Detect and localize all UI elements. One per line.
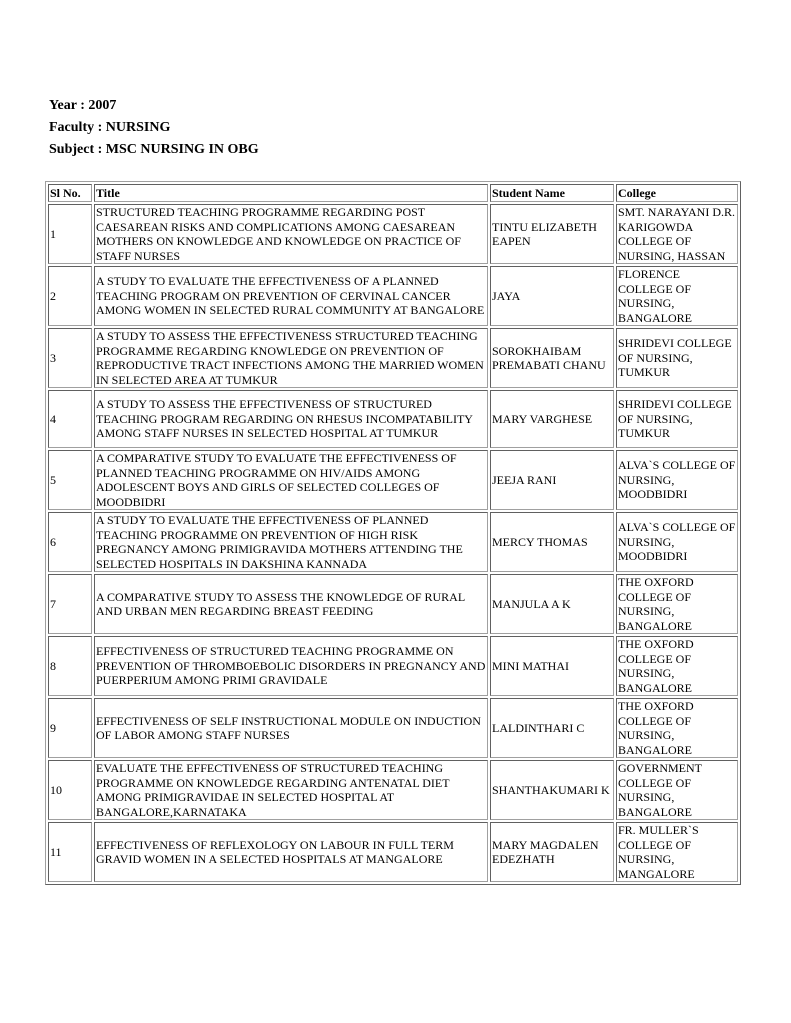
sl-no-cell: 9 — [48, 698, 92, 758]
table-row — [48, 636, 738, 696]
sl-no-cell: 11 — [48, 822, 92, 882]
thesis-table-container — [45, 181, 741, 885]
student-name-cell: JAYA — [490, 266, 614, 326]
student-name-cell: SHANTHAKUMARI K — [490, 760, 614, 820]
sl-no-cell: 5 — [48, 450, 92, 510]
student-name-cell: LALDINTHARI C — [490, 698, 614, 758]
title-cell: A COMPARATIVE STUDY TO ASSESS THE KNOWLEDGE OF RURAL AND URBAN MEN REGARDING BREAST FEEDING — [94, 574, 488, 634]
title-cell: EFFECTIVENESS OF REFLEXOLOGY ON LABOUR IN FULL TERM GRAVID WOMEN IN A SELECTED HOSPITALS AT MANGALORE — [94, 822, 488, 882]
table-row — [48, 574, 738, 634]
student-name-cell: MANJULA A K — [490, 574, 614, 634]
table-header-row — [48, 184, 738, 202]
sl-no-cell: 6 — [48, 512, 92, 572]
college-cell: SHRIDEVI COLLEGE OF NURSING, TUMKUR — [616, 328, 738, 388]
column-header-title: Title — [94, 184, 488, 202]
college-cell: THE OXFORD COLLEGE OF NURSING, BANGALORE — [616, 636, 738, 696]
college-cell: FR. MULLER`S COLLEGE OF NURSING, MANGALORE — [616, 822, 738, 882]
document-header — [49, 95, 259, 161]
title-cell: A STUDY TO EVALUATE THE EFFECTIVENESS OF A PLANNED TEACHING PROGRAM ON PREVENTION OF CERVINAL CANCER AMONG WOMEN IN SELECTED RURAL COMMUNITY AT BANGALORE — [94, 266, 488, 326]
sl-no-cell: 2 — [48, 266, 92, 326]
table-row — [48, 390, 738, 448]
college-cell: THE OXFORD COLLEGE OF NURSING, BANGALORE — [616, 698, 738, 758]
title-cell: STRUCTURED TEACHING PROGRAMME REGARDING POST CAESAREAN RISKS AND COMPLICATIONS AMONG CAESAREAN MOTHERS ON KNOWLEDGE AND KNOWLEDGE ON PRACTICE OF STAFF NURSES — [94, 204, 488, 264]
title-cell: A STUDY TO ASSESS THE EFFECTIVENESS OF STRUCTURED TEACHING PROGRAM REGARDING ON RHESUS INCOMPATABILITY AMONG STAFF NURSES IN SELECTED HOSPITAL AT TUMKUR — [94, 390, 488, 448]
column-header-student-name: Student Name — [490, 184, 614, 202]
table-row — [48, 760, 738, 820]
table-row — [48, 822, 738, 882]
student-name-cell: MERCY THOMAS — [490, 512, 614, 572]
table-row — [48, 512, 738, 572]
college-cell: SMT. NARAYANI D.R. KARIGOWDA COLLEGE OF NURSING, HASSAN — [616, 204, 738, 264]
sl-no-cell: 3 — [48, 328, 92, 388]
title-cell: EFFECTIVENESS OF SELF INSTRUCTIONAL MODULE ON INDUCTION OF LABOR AMONG STAFF NURSES — [94, 698, 488, 758]
college-cell: FLORENCE COLLEGE OF NURSING, BANGALORE — [616, 266, 738, 326]
college-cell: THE OXFORD COLLEGE OF NURSING, BANGALORE — [616, 574, 738, 634]
table-row — [48, 266, 738, 326]
student-name-cell: JEEJA RANI — [490, 450, 614, 510]
title-cell: A STUDY TO EVALUATE THE EFFECTIVENESS OF PLANNED TEACHING PROGRAMME ON PREVENTION OF HIGH RISK PREGNANCY AMONG PRIMIGRAVIDA MOTHERS ATTENDING THE SELECTED HOSPITALS IN DAKSHINA KANNADA — [94, 512, 488, 572]
student-name-cell: MARY MAGDALEN EDEZHATH — [490, 822, 614, 882]
faculty-heading: Faculty : NURSING — [49, 120, 171, 135]
student-name-cell: TINTU ELIZABETH EAPEN — [490, 204, 614, 264]
title-cell: EVALUATE THE EFFECTIVENESS OF STRUCTURED TEACHING PROGRAMME ON KNOWLEDGE REGARDING ANTENATAL DIET AMONG PRIMIGRAVIDAE IN SELECTED HOSPITAL AT BANGALORE,KARNATAKA — [94, 760, 488, 820]
year-heading: Year : 2007 — [49, 98, 117, 113]
student-name-cell: MARY VARGHESE — [490, 390, 614, 448]
title-cell: EFFECTIVENESS OF STRUCTURED TEACHING PROGRAMME ON PREVENTION OF THROMBOEBOLIC DISORDERS IN PREGNANCY AND PUERPERIUM AMONG PRIMI GRAVIDALE — [94, 636, 488, 696]
table-row — [48, 450, 738, 510]
column-header-sl-no: Sl No. — [48, 184, 92, 202]
thesis-table — [45, 181, 741, 885]
sl-no-cell: 4 — [48, 390, 92, 448]
student-name-cell: SOROKHAIBAM PREMABATI CHANU — [490, 328, 614, 388]
sl-no-cell: 10 — [48, 760, 92, 820]
sl-no-cell: 7 — [48, 574, 92, 634]
college-cell: ALVA`S COLLEGE OF NURSING, MOODBIDRI — [616, 450, 738, 510]
college-cell: SHRIDEVI COLLEGE OF NURSING, TUMKUR — [616, 390, 738, 448]
sl-no-cell: 1 — [48, 204, 92, 264]
sl-no-cell: 8 — [48, 636, 92, 696]
subject-heading: Subject : MSC NURSING IN OBG — [49, 142, 259, 157]
column-header-college: College — [616, 184, 738, 202]
table-row — [48, 698, 738, 758]
title-cell: A COMPARATIVE STUDY TO EVALUATE THE EFFECTIVENESS OF PLANNED TEACHING PROGRAMME ON HIV/AIDS AMONG ADOLESCENT BOYS AND GIRLS OF SELECTED COLLEGES OF MOODBIDRI — [94, 450, 488, 510]
college-cell: ALVA`S COLLEGE OF NURSING, MOODBIDRI — [616, 512, 738, 572]
title-cell: A STUDY TO ASSESS THE EFFECTIVENESS STRUCTURED TEACHING PROGRAMME REGARDING KNOWLEDGE ON PREVENTION OF REPRODUCTIVE TRACT INFECTIONS AMONG THE MARRIED WOMEN IN SELECTED AREA AT TUMKUR — [94, 328, 488, 388]
student-name-cell: MINI MATHAI — [490, 636, 614, 696]
college-cell: GOVERNMENT COLLEGE OF NURSING, BANGALORE — [616, 760, 738, 820]
table-row — [48, 204, 738, 264]
table-row — [48, 328, 738, 388]
